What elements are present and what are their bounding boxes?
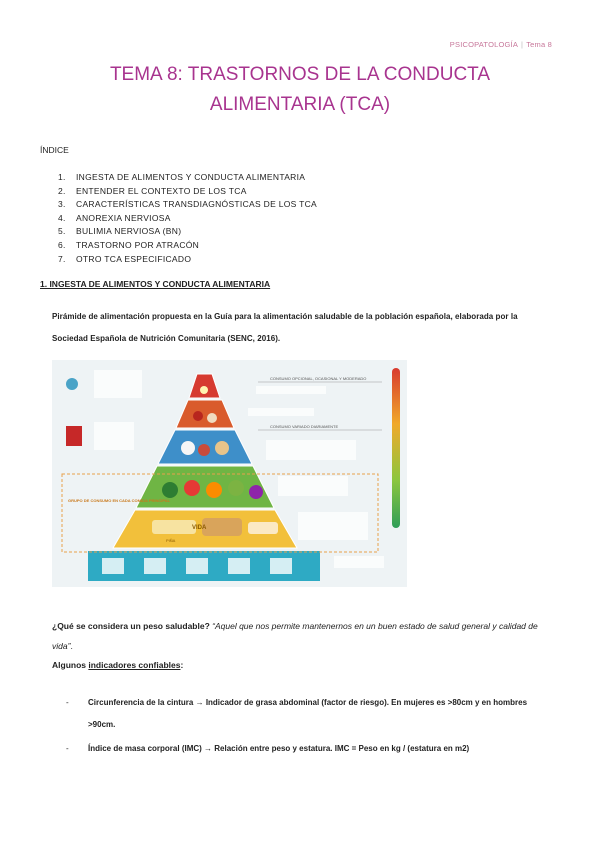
index-item-number: 6. [58,239,66,250]
indicators-list [66,692,536,762]
running-header [450,40,552,49]
index-item-label: INGESTA DE ALIMENTOS Y CONDUCTA ALIMENTARIA [76,172,306,182]
pyramid-label-vida: VIDA [192,525,207,531]
answer-text: “Aquel que nos permite mantenernos en un buen estado de salud general y calidad de vida” [52,621,538,651]
index-item [58,198,317,212]
index-item [58,185,317,199]
header-separator: | [521,40,524,49]
indicators-underlined: indicadores confiables [88,660,181,670]
header-topic: Tema 8 [526,40,552,49]
index-list [58,171,317,266]
pyramid-caption: Pirámide de alimentación propuesta en la Guía para la alimentación saludable de la población española, elaborada por la Sociedad Española de Nutrición Comunitaria (SENC, 2016). [52,312,518,343]
pyramid-label-left: GRUPO DE CONSUMO EN CADA COMIDA PRINCIPAL [68,498,171,503]
indicator-text: Circunferencia de la cintura → Indicador de grasa abdominal (factor de riesgo). En mujeres es >80cm y en hombres >90cm. [88,698,528,729]
indicator-text: Índice de masa corporal (IMC) → Relación entre peso y estatura. IMC = Peso en kg / (estatura en m2) [88,744,470,753]
index-item-label: BULIMIA NERVIOSA (BN) [76,226,182,237]
pyramid-label-top: CONSUMO OPCIONAL, OCASIONAL Y MODERADO [270,376,367,381]
index-item-label: ENTENDER EL CONTEXTO DE LOS TCA [76,185,247,196]
index-item-label: TRASTORNO POR ATRACÓN [76,239,200,250]
index-item-number: 2. [58,185,66,196]
index-item-number: 5. [58,226,66,237]
indicators-prefix: Algunos [52,660,89,670]
index-item [58,253,317,267]
question-text: ¿Qué se considera un peso saludable? [52,621,210,631]
index-item [58,171,317,185]
pyramid-label-pina: PIÑA [166,538,176,543]
index-item-label: ANOREXIA NERVIOSA [76,212,171,223]
index-item-label: CARACTERÍSTICAS TRANSDIAGNÓSTICAS DE LOS TCA [76,199,318,210]
pyramid-label-mid: CONSUMO VARIADO DIARIAMENTE [270,424,339,429]
food-pyramid-image [52,360,407,587]
document-title: TEMA 8: TRASTORNOS DE LA CONDUCTA ALIMENTARIA (TCA) [109,64,491,115]
index-item [58,239,317,253]
index-item-label: OTRO TCA ESPECIFICADO [76,253,192,264]
indicators-intro [52,660,183,670]
bullet-dash: - [66,698,69,707]
indicator-item [66,692,536,736]
header-subject: PSICOPATOLOGÍA [449,40,519,49]
indicators-suffix: : [180,660,184,670]
index-item [58,225,317,239]
index-item-number: 1. [58,172,66,182]
index-item-number: 3. [58,199,66,210]
healthy-weight-question [52,616,547,656]
answer-end: . [70,641,73,651]
index-item [58,212,317,226]
bullet-dash: - [66,744,69,753]
index-item-number: 7. [58,253,66,264]
index-item-number: 4. [58,212,66,223]
index-heading: ÍNDICE [40,145,69,155]
section-heading: 1. INGESTA DE ALIMENTOS Y CONDUCTA ALIMENTARIA [40,279,271,289]
indicator-item [66,738,536,760]
